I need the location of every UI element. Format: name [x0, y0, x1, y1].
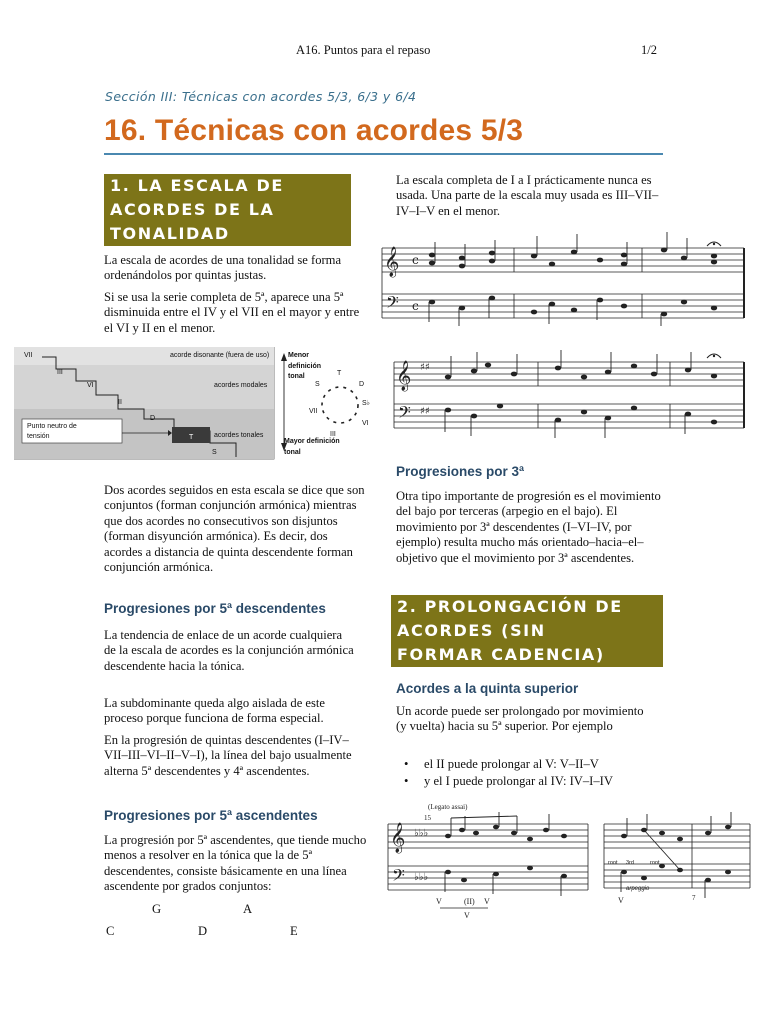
right-paragraph-1: La escala completa de I a I prácticamente nunca es usada. Una parte de la escala muy usada es III–VII–IV–I–V en el menor. [396, 173, 659, 218]
circle-label-iii: III [330, 431, 336, 438]
diagram-label-iii: III [57, 369, 63, 376]
score3-roman-2: (II) [464, 897, 475, 906]
note-c: C [106, 924, 115, 938]
subheading-fifths-descending: Progresiones por 5ª descendentes [104, 601, 326, 616]
circle-label-vi: VI [362, 420, 369, 427]
left-paragraph-4: La tendencia de enlace de un acorde cualquiera de la escala de acordes es la conjunción armónica descendente hacia la tónica. [104, 628, 354, 673]
list-item: • y el I puede prolongar al IV: IV–I–IV [404, 774, 613, 788]
svg-text:♯♯: ♯♯ [420, 362, 430, 373]
note-e: E [290, 924, 298, 938]
diagram-label-tonales: acordes tonales [214, 432, 264, 439]
list-item: • el II puede prolongar al V: V–II–V [404, 757, 599, 771]
svg-text:𝄞: 𝄞 [390, 823, 406, 853]
svg-text:♯♯: ♯♯ [420, 406, 430, 417]
right-paragraph-3: Un acorde puede ser prolongado por movimiento (y vuelta) hacia su 5ª superior. Por ejemplo [396, 704, 644, 734]
svg-text:𝄞: 𝄞 [396, 361, 412, 391]
box2-line-3: FORMAR CADENCIA) [397, 645, 605, 664]
subheading-upper-fifth: Acordes a la quinta superior [396, 681, 579, 696]
svg-text:𝄢: 𝄢 [392, 865, 405, 889]
left-paragraph-5: La subdominante queda algo aislada de este proceso porque funciona de forma especial. [104, 696, 326, 726]
diagram-label-ii: II [118, 399, 122, 406]
box2-line-1: 2. PROLONGACIÓN DE [397, 597, 623, 616]
diagram-label-modales: acordes modales [214, 382, 268, 389]
subheading-fifths-ascending: Progresiones por 5ª ascendentes [104, 808, 318, 823]
diagram-label-vi: VI [87, 382, 94, 389]
svg-text:♭♭♭: ♭♭♭ [414, 872, 429, 883]
svg-text:c: c [412, 299, 419, 313]
left-paragraph-3: Dos acordes seguidos en esta escala se dice que son conjuntos (forman conjunción armónica) mientras que dos acordes no consecutivos son disjuntos (forman disyunción armónica). Es decir, dos acordes a distancia de quinta descendente forman conjunción armónica. [104, 483, 365, 575]
diagram-label-menor-3: tonal [288, 373, 305, 380]
diagram-label-menor-2: definición [288, 363, 322, 370]
note-d: D [198, 924, 208, 938]
diagram-label-mayor-1: Mayor definición [284, 438, 340, 445]
score4-word-4: arpeggio [626, 886, 650, 892]
svg-text:𝄢: 𝄢 [386, 292, 399, 316]
score-example-2 [388, 344, 750, 440]
score4-word-3: root [650, 860, 660, 866]
score4-word-2: 3rd [626, 860, 634, 866]
box2-line-2: ACORDES (SIN [397, 621, 546, 640]
section-label: Sección III: Técnicas con acordes 5/3, 6/3 y 6/4 [105, 89, 417, 104]
note-a: A [243, 902, 253, 916]
chord-scale-diagram [14, 347, 374, 461]
circle-label-s: S [315, 381, 320, 388]
page-header-title: A16. Puntos para el repaso [296, 43, 431, 57]
diagram-label-menor-1: Menor [288, 352, 309, 359]
score3-roman-4: V [464, 911, 470, 920]
diagram-label-neutro-2: tensión [27, 433, 50, 440]
prolongation-examples-list [396, 756, 696, 790]
right-paragraph-2: Otra tipo importante de progresión es el movimiento del bajo por terceras (arpegio en el bajo). El movimiento por 3ª descendentes (I–VI–IV, por ejemplo) resulta mucho más orientado–hacia–el–objetivo que el movimiento por 3ª ascendentes. [396, 489, 661, 565]
score3-roman-3: V [484, 897, 490, 906]
left-paragraph-1: La escala de acordes de una tonalidad se forma ordenándolos por quintas justas. [104, 253, 342, 283]
section-box-2 [391, 595, 663, 667]
box1-line-1: 1. LA ESCALA DE [110, 176, 284, 195]
circle-label-vii: VII [309, 408, 318, 415]
diagram-label-neutro-1: Punto neutro de [27, 423, 77, 430]
score3-measure: 15 [424, 814, 431, 822]
score3-roman-1: V [436, 897, 442, 906]
diagram-label-s: S [212, 449, 217, 456]
left-paragraph-7: La progresión por 5ª ascendentes, que tiende mucho menos a resolver en la tónica que la de 5ª descendentes, consiste básicamente en una línea ascendente por grados conjuntos: [104, 833, 367, 894]
svg-text:c: c [412, 253, 419, 267]
note-g: G [152, 902, 162, 916]
page-title: 16. Técnicas con acordes 5/3 [104, 114, 524, 147]
diagram-label-vii: VII [24, 352, 33, 359]
score4-word-1: root [608, 860, 618, 866]
diagram-label-disonante: acorde disonante (fuera de uso) [170, 352, 270, 359]
circle-label-d: D [359, 381, 365, 388]
score-example-1 [374, 228, 750, 328]
score-example-4 [600, 806, 752, 906]
section-box-1 [104, 174, 351, 246]
diagram-label-d: D [150, 415, 156, 422]
page-number: 1/2 [641, 43, 657, 57]
diagram-label-mayor-2: tonal [284, 449, 301, 456]
circle-label-sb: S♭ [362, 400, 370, 407]
title-rule [104, 153, 663, 155]
score4-roman-2: 7 [692, 894, 696, 902]
box1-line-3: TONALIDAD [110, 224, 230, 243]
score4-roman-1: V [618, 896, 624, 905]
svg-text:𝄢: 𝄢 [398, 402, 411, 426]
circle-label-t: T [337, 370, 342, 377]
score3-tempo: (Legato assai) [428, 803, 468, 811]
svg-text:𝄞: 𝄞 [384, 247, 400, 277]
svg-text:♭♭♭: ♭♭♭ [414, 828, 429, 839]
left-paragraph-6: En la progresión de quintas descendentes (I–IV–VII–III–VI–II–V–I), la línea del bajo usualmente alterna 5ª descendentes y 4ª ascendentes. [104, 733, 352, 778]
diagram-label-t: T [189, 434, 194, 441]
box1-line-2: ACORDES DE LA [110, 200, 275, 219]
score-example-3 [384, 800, 590, 922]
left-paragraph-2: Si se usa la serie completa de 5ª, aparece una 5ª disminuida entre el IV y el VII en el mayor y entre el VI y II en el menor. [104, 290, 360, 335]
subheading-thirds: Progresiones por 3ª [396, 464, 525, 479]
